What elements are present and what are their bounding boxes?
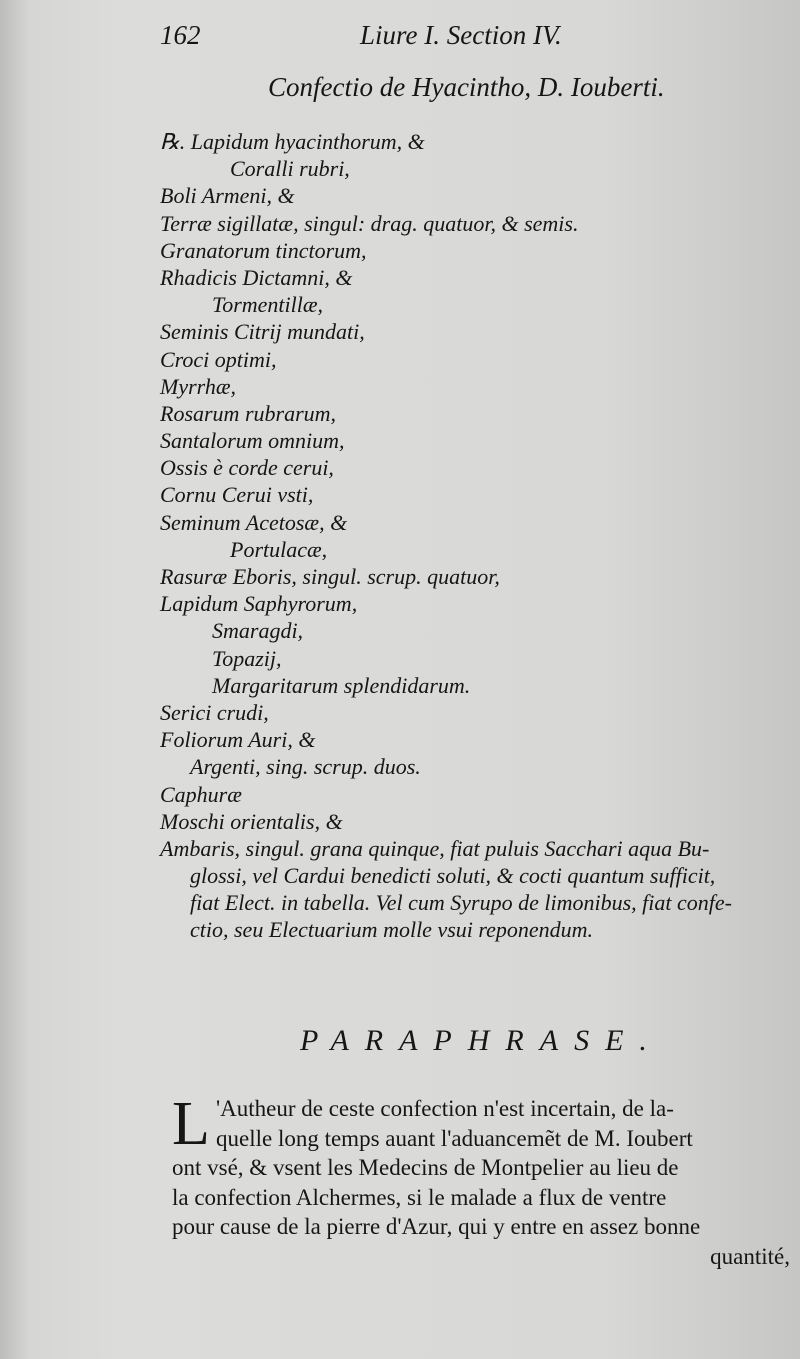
- recipe-line: Ossis è corde cerui,: [160, 455, 334, 481]
- recipe-line: Rasuræ Eboris, singul. scrup. quatuor,: [160, 564, 500, 589]
- recipe-line: Boli Armeni, &: [160, 183, 295, 209]
- body-line: quelle long temps auant l'aduancemẽt de M. Ioubert: [216, 1125, 693, 1151]
- recipe-paragraph-line: ctio, seu Electuarium molle vsui reponendum.: [190, 917, 594, 943]
- page-header: [160, 20, 620, 60]
- body-line: pour cause de la pierre d'Azur, qui y entre en assez bonne: [172, 1214, 701, 1239]
- recipe-line: Terræ sigillatæ, singul: drag. quatuor, & semis.: [160, 210, 579, 236]
- recipe-line: Rosarum rubrarum,: [160, 400, 337, 426]
- recipe-line: Tormentillæ,: [212, 292, 324, 318]
- recipe-line: ℞. Lapidum hyacinthorum, &: [160, 129, 425, 154]
- paraphrase-text: [172, 1090, 790, 1271]
- drop-cap: L: [172, 1090, 210, 1158]
- body-line: la confection Alchermes, si le malade a flux de ventre: [172, 1184, 667, 1210]
- section-heading: PARAPHRASE.: [300, 1024, 663, 1057]
- body-line: quantité,: [710, 1243, 790, 1269]
- recipe-line: Argenti, sing. scrup. duos.: [190, 754, 421, 780]
- recipe-line: Croci optimi,: [160, 346, 277, 372]
- body-line: ont vsé, & vsent les Medecins de Montpelier au lieu de: [172, 1155, 679, 1180]
- recipe-line: Smaragdi,: [212, 618, 304, 644]
- recipe-line: Cornu Cerui vsti,: [160, 482, 314, 508]
- recipe-line: Seminum Acetosæ, &: [160, 509, 348, 535]
- recipe-paragraph-line: Ambaris, singul. grana quinque, fiat puluis Sacchari aqua Bu-: [160, 835, 710, 861]
- recipe-paragraph-line: glossi, vel Cardui benedicti soluti, & cocti quantum sufficit,: [190, 863, 716, 889]
- running-head: Liure I. Section IV.: [360, 20, 562, 50]
- page-number: 162: [160, 20, 201, 50]
- recipe-line: Rhadicis Dictamni, &: [160, 264, 353, 290]
- recipe-line: Coralli rubri,: [230, 156, 350, 182]
- recipe-line: Portulacæ,: [230, 536, 328, 562]
- body-line: 'Autheur de ceste confection n'est incertain, de la-: [216, 1096, 674, 1121]
- recipe-line: Myrrhæ,: [160, 373, 236, 399]
- recipe-list: [160, 128, 790, 944]
- recipe-line: Margaritarum splendidarum.: [212, 672, 471, 698]
- recipe-title: Confectio de Hyacintho, D. Iouberti.: [268, 72, 665, 102]
- recipe-paragraph-line: fiat Elect. in tabella. Vel cum Syrupo de limonibus, fiat confe-: [190, 890, 732, 916]
- recipe-line: Foliorum Auri, &: [160, 727, 316, 753]
- recipe-line: Lapidum Saphyrorum,: [160, 591, 358, 617]
- recipe-line: Granatorum tinctorum,: [160, 237, 367, 263]
- recipe-line: Santalorum omnium,: [160, 428, 345, 454]
- recipe-line: Caphuræ: [160, 781, 242, 807]
- recipe-line: Moschi orientalis, &: [160, 808, 343, 834]
- recipe-line: Seminis Citrij mundati,: [160, 319, 365, 345]
- recipe-line: Serici crudi,: [160, 699, 269, 725]
- recipe-line: Topazij,: [212, 645, 282, 671]
